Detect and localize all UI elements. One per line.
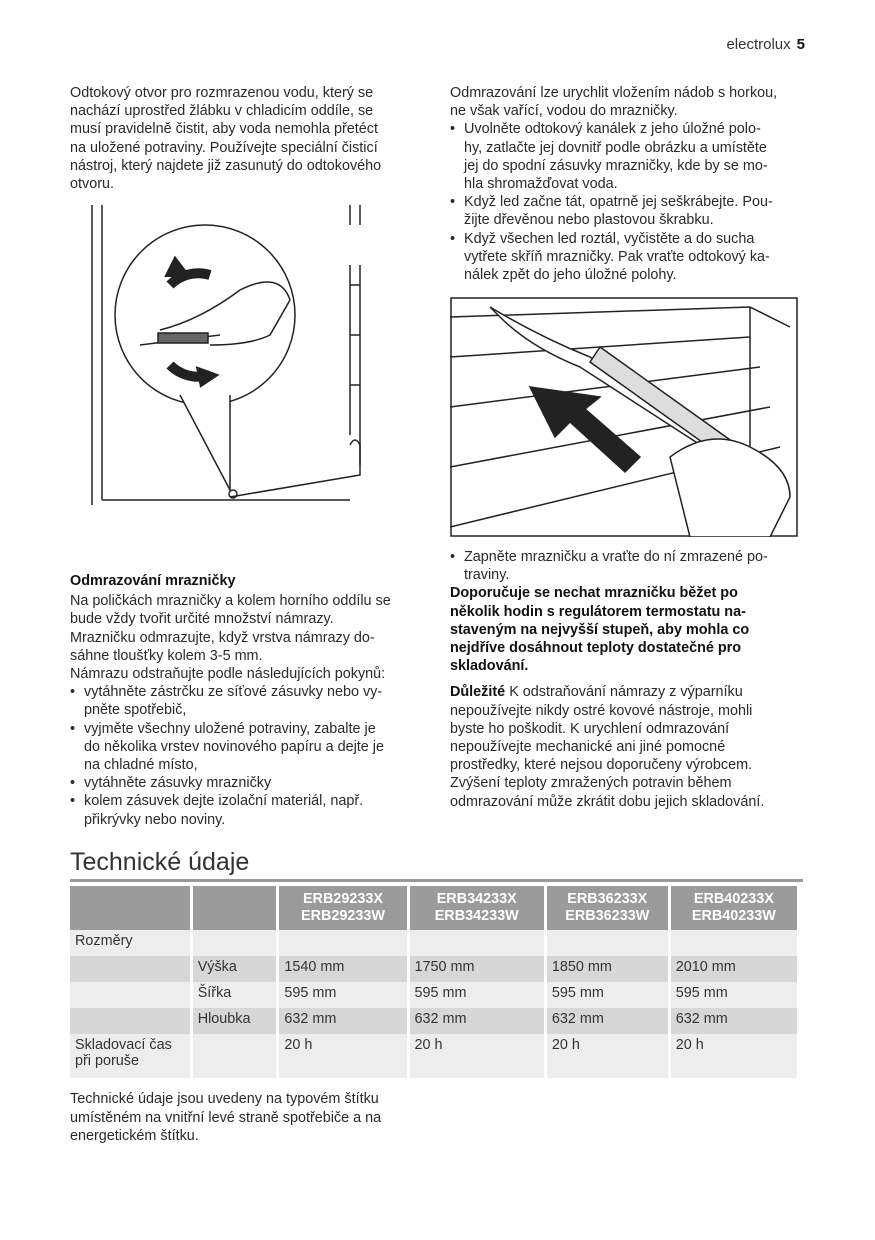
text-segment: nepoužívejte nikdy ostré kovové nástroje, mohli [450,702,753,719]
text-line: do několika vrstev novinového papíru a dejte je [84,738,384,755]
recommendation [450,584,810,675]
bullet-item [70,774,430,792]
text-segment: Zvýšení teploty zmražených potravin během [450,775,732,792]
text-line: • Uvolněte odtokový kanálek z jeho úložné polo- [464,121,761,138]
page-number: 5 [796,36,805,53]
text-line: Námrazu odstraňujte podle následujících pokynů: [70,666,386,683]
text-line: na uložené potraviny. Používejte speciální čisticí [70,139,378,156]
table-cell: 595 mm [410,982,544,1008]
ice-scraping-illustration [450,297,798,537]
important-note [450,683,810,810]
text-line: nálek zpět do jeho úložné polohy. [464,267,677,284]
table-cell: 20 h [671,1034,797,1078]
model-name: ERB36233X [567,891,648,907]
text-line: • vytáhněte zástrčku ze síťové zásuvky nebo vy- [84,684,383,701]
row-label: Rozměry [70,930,190,956]
text-segment: odmrazování může zkrátit dobu jejich skladování. [450,793,765,810]
text-line: • kolem zásuvek dejte izolační materiál, např. [84,793,364,810]
text-segment: K odstraňování námrazy z výparníku [509,684,743,701]
text-line: Odtokový otvor pro rozmrazenou vodu, který se [70,85,374,101]
text-line: Odmrazování lze urychlit vložením nádob s horkou, [450,85,778,101]
model-name: ERB40233W [691,908,776,924]
text-line [450,793,810,811]
text-line: bude vždy tvořit určité množství námrazy. [70,611,334,628]
table-cell: 632 mm [547,1008,668,1034]
left-column-top [70,84,430,193]
bullet-item [70,792,430,828]
text-line: nástroj, který najdete již zasunutý do odtokového [70,157,382,174]
right-column-top [450,84,810,284]
page-header [726,36,805,53]
row-sublabel: Hloubka [193,1008,277,1034]
row-label [70,982,190,1008]
text-line: hla shromažďovat voda. [464,176,618,193]
row-label: Skladovací čas při poruše [70,1034,190,1078]
text-line: umístěném na vnitřní levé straně spotřebiče a na [70,1109,382,1126]
bullet-item [450,548,810,584]
text-line: skladování. [450,658,529,675]
text-line: Na poličkách mrazničky a kolem horního oddílu se [70,593,391,610]
text-line [450,738,810,756]
left-column-defrost [70,572,430,829]
table-cell: 595 mm [547,982,668,1008]
text-line: Technické údaje jsou uvedeny na typovém štítku [70,1091,379,1107]
text-line: • Když všechen led roztál, vyčistěte a do sucha [464,230,755,247]
model-header [410,886,544,930]
table-row [70,1008,797,1034]
row-sublabel [193,930,277,956]
text-line [450,774,810,792]
text-segment: prostředky, které nejsou doporučeny výrobcem. [450,757,753,774]
text-line: • vytáhněte zásuvky mrazničky [84,775,272,792]
text-line [450,720,810,738]
text-line [450,683,810,701]
text-line: • Zapněte mrazničku a vraťte do ní zmrazené po- [464,549,768,565]
table-cell [547,930,668,956]
model-header [279,886,406,930]
text-line: traviny. [464,567,510,584]
text-line: energetickém štítku. [70,1128,199,1144]
table-cell [279,930,406,956]
tech-spec-table [67,886,800,1078]
bullet-item [70,720,430,775]
text-line: sáhne tloušťky kolem 3-5 mm. [70,647,263,664]
table-cell: 1850 mm [547,956,668,982]
text-segment: byste ho poškodit. K urychlení odmrazování [450,720,730,737]
text-line: otvoru. [70,176,114,193]
text-line: jej do spodní zásuvky mrazničky, kde by se mo- [464,157,768,174]
table-cell: 20 h [279,1034,406,1078]
text-line: žijte dřevěnou nebo plastovou škrabku. [464,212,714,229]
table-cell: 2010 mm [671,956,797,982]
table-cell: 632 mm [410,1008,544,1034]
text-line: nachází uprostřed žlábku v chladicím oddíle, se [70,103,374,120]
table-cell: 632 mm [671,1008,797,1034]
model-name: ERB29233X [302,891,383,907]
drain-cleaning-illustration [70,205,420,540]
bullet-item [450,230,810,285]
bullet-item [450,120,810,193]
model-name: ERB36233W [565,908,650,924]
text-line: • Když led začne tát, opatrně jej seškrábejte. Pou- [464,194,773,211]
table-cell: 20 h [410,1034,544,1078]
table-cell: 1540 mm [279,956,406,982]
table-cell: 632 mm [279,1008,406,1034]
model-name: ERB34233X [436,891,517,907]
table-row [70,956,797,982]
model-header [547,886,668,930]
right-column-bottom [450,548,810,811]
model-name: ERB29233W [300,908,385,924]
text-line: staveným na nejvyšší stupeň, aby mohla co [450,621,750,638]
text-segment: nepoužívejte mechanické ani jiné pomocné [450,739,726,756]
tech-note [70,1090,381,1146]
text-line: Mrazničku odmrazujte, když vrstva námrazy do- [70,629,375,646]
table-cell: 20 h [547,1034,668,1078]
text-line: přikrývky nebo noviny. [84,811,226,828]
row-sublabel: Šířka [193,982,277,1008]
important-label: Důležité [450,684,506,701]
section-heading: Odmrazování mrazničky [70,573,236,589]
text-line [450,756,810,774]
table-row [70,930,797,956]
text-line: ne však vařící, vodou do mrazničky. [450,103,678,120]
table-row [70,1034,797,1078]
text-line: vytřete skříň mrazničky. Pak vraťte odtokový ka- [464,248,770,265]
text-line: nejdříve dosáhnout teploty dostatečné pro [450,640,742,657]
model-header [671,886,797,930]
text-line: několik hodin s regulátorem termostatu na- [450,603,746,620]
bullet-item [450,193,810,229]
section-title: Technické údaje [70,848,250,876]
table-header-row [70,886,797,930]
text-line: na chladné místo, [84,757,198,774]
text-line: pněte spotřebič, [84,702,187,719]
brand-name: electrolux [726,36,791,53]
text-line: hy, zatlačte jej dovnitř podle obrázku a umístěte [464,139,767,156]
row-label [70,1008,190,1034]
table-row [70,982,797,1008]
text-line: • vyjměte všechny uložené potraviny, zabalte je [84,720,376,737]
table-cell [671,930,797,956]
table-cell: 1750 mm [410,956,544,982]
table-cell: 595 mm [279,982,406,1008]
row-sublabel [193,1034,277,1078]
spacer [450,675,810,683]
row-label [70,956,190,982]
row-sublabel: Výška [193,956,277,982]
text-line: Doporučuje se nechat mrazničku běžet po [450,585,738,602]
table-cell: 595 mm [671,982,797,1008]
bullet-item [70,683,430,719]
text-line: musí pravidelně čistit, aby voda nemohla přetéct [70,121,378,138]
table-cell [410,930,544,956]
model-name: ERB34233W [434,908,519,924]
model-name: ERB40233X [693,891,774,907]
text-line [450,702,810,720]
title-rule [70,879,803,882]
